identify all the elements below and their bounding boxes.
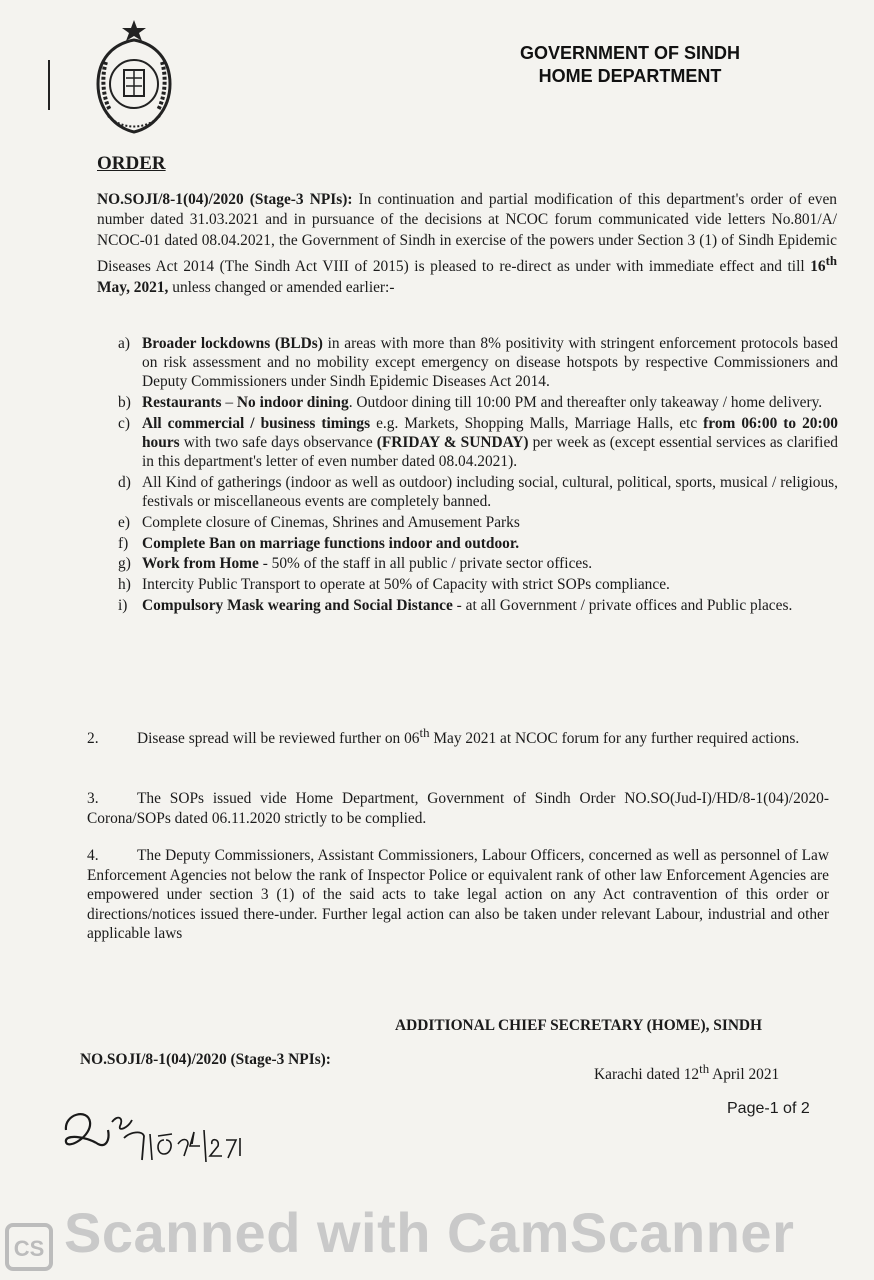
- letterhead: [440, 42, 820, 88]
- date-text-b: April 2021: [709, 1066, 780, 1084]
- list-item: [118, 513, 838, 532]
- deadline-rest: May, 2021,: [97, 278, 169, 296]
- deadline-day: 16: [810, 258, 826, 276]
- item-letter: f): [118, 534, 129, 552]
- item-text-2: with two safe days observance: [179, 434, 377, 452]
- camscanner-logo-text: CS: [13, 1236, 45, 1261]
- date-sup: th: [699, 1062, 710, 1076]
- list-item: [118, 554, 838, 573]
- item-letter: i): [118, 596, 128, 614]
- handwritten-signature-icon: [58, 1100, 248, 1170]
- paragraph-number: 2.: [87, 730, 99, 748]
- deadline-sup: th: [825, 254, 837, 269]
- intro-text-a: In continuation and partial modification of this department's order of even number dated 31.03.2021 and in pursuance of the decisions at NCOC forum communicated vide letters No.801/A/ NCOC-01 dated 08.04.2021, the Government of Sindh in exercise of the powers under Section 3 (1) of Sindh Epidemic Diseases Act 2014 (The Sindh Act VIII of 2015) is pleased to re-direct as under with immediate effect and till: [97, 191, 838, 276]
- list-item: [118, 596, 838, 615]
- paragraph-text-b: May 2021 at NCOC forum for any further required actions.: [429, 730, 800, 748]
- item-bold: All commercial / business timings: [142, 414, 371, 432]
- item-text: - 50% of the staff in all public / private sector offices.: [258, 555, 593, 573]
- list-item: [118, 393, 838, 412]
- item-letter: h): [118, 575, 131, 593]
- item-text: - at all Government / private offices and Public places.: [452, 596, 793, 614]
- paragraph-number: 3.: [87, 790, 99, 807]
- directives-list: [118, 334, 838, 616]
- item-letter: g): [118, 555, 131, 573]
- department-line: HOME DEPARTMENT: [538, 66, 722, 86]
- item-bold: Complete Ban on marriage functions indoor and outdoor.: [142, 534, 520, 552]
- intro-paragraph: [97, 190, 837, 298]
- item-bold-3: (FRIDAY & SUNDAY): [376, 434, 529, 452]
- item-letter: a): [118, 335, 130, 352]
- paragraph-number: 4.: [87, 847, 99, 864]
- item-bold: Work from Home: [142, 555, 259, 573]
- item-letter: d): [118, 473, 131, 491]
- item-bold-2: No indoor dining: [236, 394, 349, 412]
- government-line: GOVERNMENT OF SINDH: [519, 43, 740, 63]
- list-item: [118, 534, 838, 553]
- date-text-a: Karachi dated 12: [594, 1066, 700, 1084]
- order-title: ORDER: [97, 153, 166, 174]
- item-text-2: . Outdoor dining till 10:00 PM and thereafter only takeaway / home delivery.: [348, 394, 823, 412]
- item-text: Intercity Public Transport to operate at 50% of Capacity with strict SOPs compliance.: [142, 575, 670, 593]
- item-letter: e): [118, 513, 130, 531]
- paragraph-text: The Deputy Commissioners, Assistant Commissioners, Labour Officers, concerned as well as personnel of Law Enforcement Agencies not below the rank of Inspector Police or equivalent rank of other law Enforcement Agencies are empowered under section 3 (1) of the said acts to take legal action on any Act contravention of this order or directions/notices issued there-under. Further legal action can also be taken under relevant Labour, industrial and other applicable laws: [87, 847, 829, 942]
- item-bold-2: from 06:00 to 20:00 hours: [142, 414, 838, 452]
- order-reference-bottom: NO.SOJI/8-1(04)/2020 (Stage-3 NPIs):: [80, 1051, 331, 1068]
- government-of-sindh-seal-icon: [84, 18, 184, 138]
- list-item: [118, 414, 838, 472]
- scan-crease-mark: [48, 60, 50, 110]
- item-bold: Restaurants: [142, 394, 222, 412]
- list-item: [118, 575, 838, 594]
- item-text: in areas with more than 8% positivity with stringent enforcement protocols based on risk assessment and no mobility except emergency on disease hotspots by respective Commissioners and Deputy Commissioners under Sindh Epidemic Diseases Act 2014.: [142, 335, 839, 391]
- item-text: e.g. Markets, Shopping Malls, Marriage Halls, etc: [370, 414, 704, 432]
- date-line: [594, 1062, 779, 1084]
- camscanner-logo-icon: [4, 1222, 54, 1272]
- intro-text-b: unless changed or amended earlier:-: [168, 278, 395, 296]
- signatory-title: ADDITIONAL CHIEF SECRETARY (HOME), SINDH: [395, 1017, 763, 1034]
- paragraph-text: The SOPs issued vide Home Department, Government of Sindh Order NO.SO(Jud-I)/HD/8-1(04)/2020-Corona/SOPs dated 06.11.2020 strictly to be complied.: [87, 790, 829, 827]
- item-text: Complete closure of Cinemas, Shrines and Amusement Parks: [142, 513, 520, 531]
- order-reference: NO.SOJI/8-1(04)/2020 (Stage-3 NPIs):: [97, 191, 353, 208]
- paragraph-3: [87, 789, 829, 828]
- paragraph-2: [87, 724, 829, 749]
- item-letter: c): [118, 414, 130, 432]
- item-text: All Kind of gatherings (indoor as well as outdoor) including social, cultural, political, sports, musical / religious, festivals or miscellaneous events are completely banned.: [142, 473, 838, 511]
- item-bold: Compulsory Mask wearing and Social Distance: [142, 596, 453, 614]
- watermark-text: Scanned with CamScanner: [64, 1201, 795, 1264]
- item-text: –: [221, 394, 237, 412]
- item-bold: Broader lockdowns (BLDs): [142, 335, 323, 352]
- paragraph-sup: th: [419, 726, 430, 740]
- scanner-watermark: [0, 1198, 874, 1280]
- paragraph-text-a: Disease spread will be reviewed further on 06: [137, 730, 420, 748]
- item-letter: b): [118, 394, 131, 412]
- item-text-3: per week as (except essential services as clarified in this department's letter of even number dated 08.04.2021).: [142, 434, 838, 471]
- paragraph-4: [87, 846, 829, 944]
- list-item: [118, 473, 838, 511]
- list-item: [118, 334, 838, 392]
- page-number: Page-1 of 2: [727, 1100, 810, 1117]
